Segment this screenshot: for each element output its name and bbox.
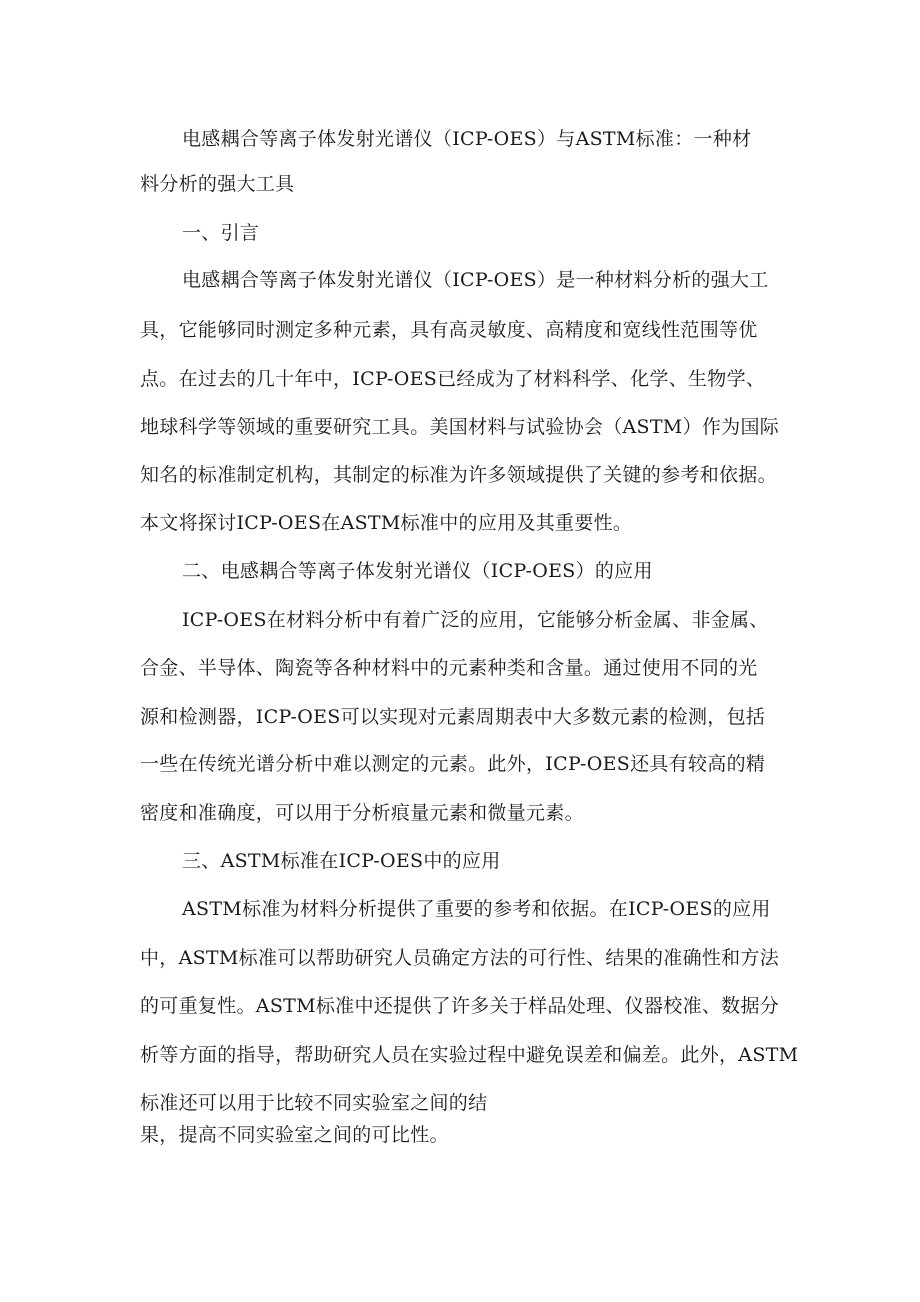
paragraph-line: 一些在传统光谱分析中难以测定的元素。此外，ICP-OES还具有较高的精 <box>140 753 766 775</box>
paragraph-line: 析等方面的指导，帮助研究人员在实验过程中避免误差和偏差。此外，ASTM <box>140 1044 799 1066</box>
paragraph-line: 点。在过去的几十年中，ICP-OES已经成为了材料科学、化学、生物学、 <box>140 368 766 390</box>
paragraph-line: ICP-OES在材料分析中有着广泛的应用，它能够分析金属、非金属、 <box>182 609 769 631</box>
paragraph-line: 具，它能够同时测定多种元素，具有高灵敏度、高精度和宽线性范围等优 <box>140 319 758 341</box>
paragraph-line: 知名的标准制定机构，其制定的标准为许多领域提供了关键的参考和依据。 <box>140 464 777 486</box>
section-heading-application: 二、电感耦合等离子体发射光谱仪（ICP-OES）的应用 <box>182 560 653 582</box>
paragraph-line: 标准还可以用于比较不同实验室之间的结 <box>140 1092 488 1114</box>
document-title-line-1: 电感耦合等离子体发射光谱仪（ICP-OES）与ASTM标准：一种材 <box>182 128 752 150</box>
paragraph-line: 源和检测器，ICP-OES可以实现对元素周期表中大多数元素的检测，包括 <box>140 706 766 728</box>
paragraph-line: 本文将探讨ICP-OES在ASTM标准中的应用及其重要性。 <box>140 512 633 534</box>
paragraph-line: 密度和准确度，可以用于分析痕量元素和微量元素。 <box>140 802 584 824</box>
paragraph-line: 果，提高不同实验室之间的可比性。 <box>140 1124 449 1146</box>
paragraph-line: 合金、半导体、陶瓷等各种材料中的元素种类和含量。通过使用不同的光 <box>140 657 758 679</box>
section-heading-intro: 一、引言 <box>182 222 260 244</box>
paragraph-line: 中，ASTM标准可以帮助研究人员确定方法的可行性、结果的准确性和方法 <box>140 947 780 969</box>
paragraph-line: 地球科学等领域的重要研究工具。美国材料与试验协会（ASTM）作为国际 <box>140 416 780 438</box>
paragraph-line: 电感耦合等离子体发射光谱仪（ICP-OES）是一种材料分析的强大工 <box>182 269 769 291</box>
paragraph-line: 的可重复性。ASTM标准中还提供了许多关于样品处理、仪器校准、数据分 <box>140 995 780 1017</box>
section-heading-astm: 三、ASTM标准在ICP-OES中的应用 <box>182 850 501 872</box>
document-title-line-2: 料分析的强大工具 <box>140 173 295 195</box>
paragraph-line: ASTM标准为材料分析提供了重要的参考和依据。在ICP-OES的应用 <box>182 898 771 920</box>
